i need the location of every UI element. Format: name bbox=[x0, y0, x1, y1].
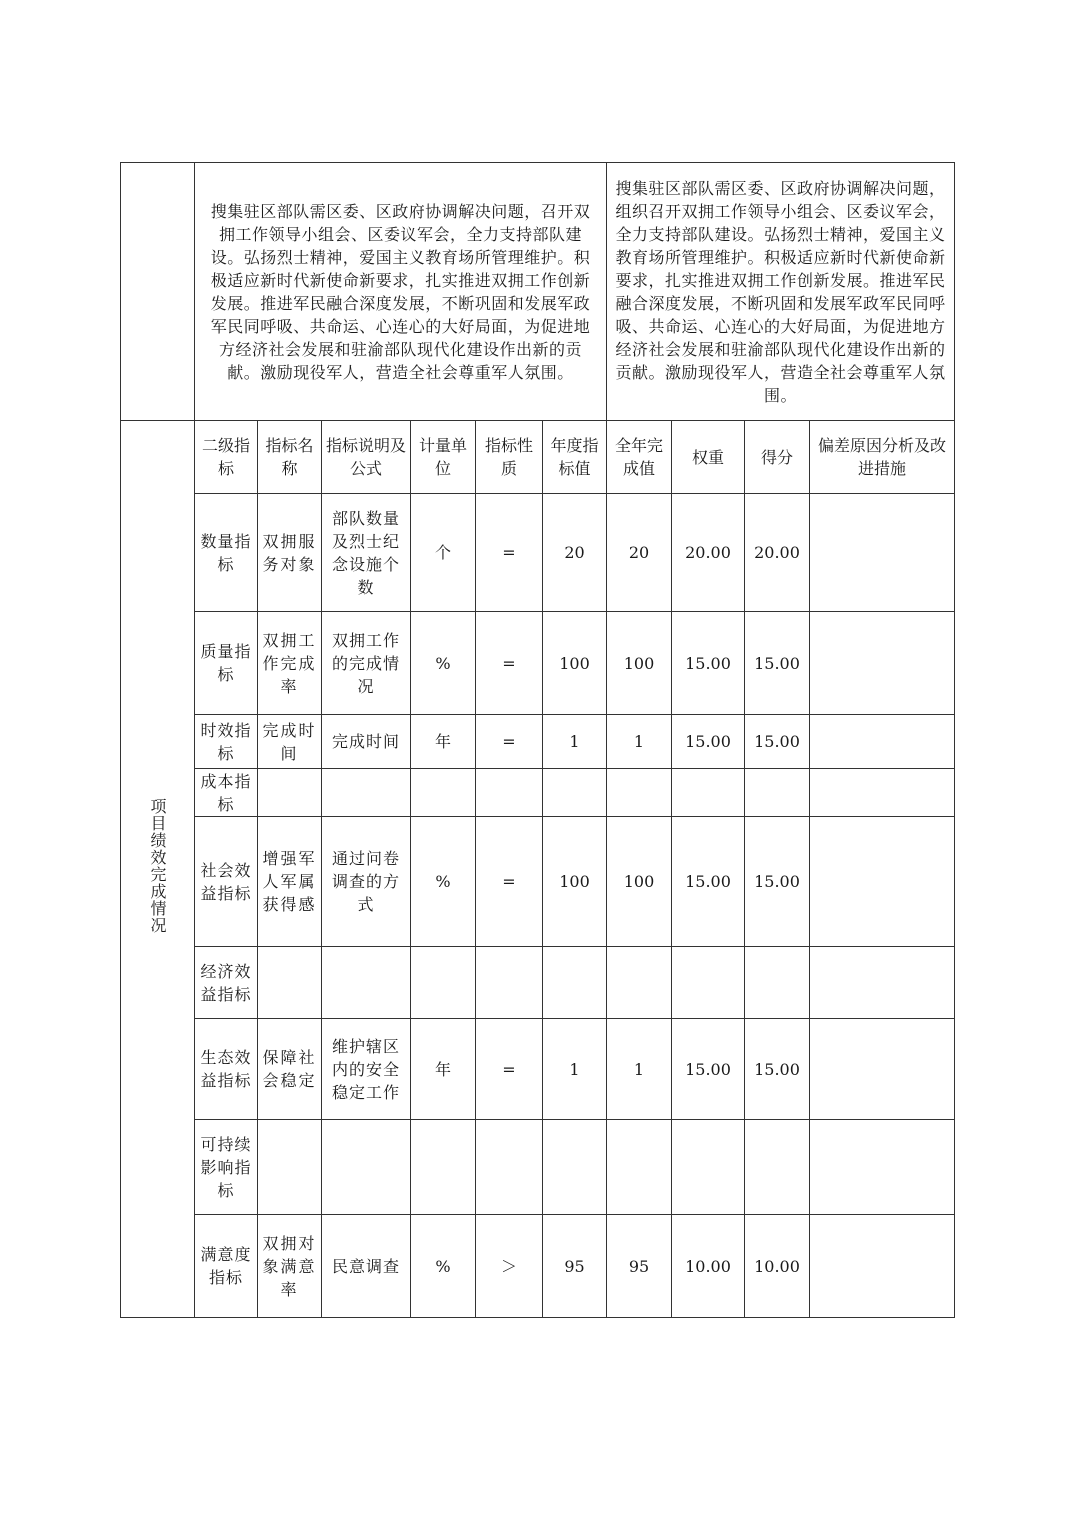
analysis-cell bbox=[810, 715, 955, 769]
analysis-cell bbox=[810, 769, 955, 817]
header-level2: 二级指标 bbox=[195, 421, 258, 494]
table-row bbox=[121, 817, 955, 947]
nature-cell bbox=[476, 947, 543, 1019]
formula-cell bbox=[322, 1120, 411, 1215]
blank-cell bbox=[121, 163, 195, 421]
performance-table bbox=[120, 162, 955, 1318]
header-target: 年度指标值 bbox=[543, 421, 607, 494]
name-cell: 完成时间 bbox=[258, 715, 322, 769]
unit-cell: 年 bbox=[411, 1019, 476, 1120]
score-cell: 15.00 bbox=[745, 817, 810, 947]
actual-cell bbox=[607, 769, 672, 817]
score-cell: 20.00 bbox=[745, 494, 810, 612]
score-cell bbox=[745, 769, 810, 817]
name-cell bbox=[258, 769, 322, 817]
name-cell: 双拥对象满意率 bbox=[258, 1215, 322, 1318]
header-name: 指标名称 bbox=[258, 421, 322, 494]
level2-cell: 生态效益指标 bbox=[195, 1019, 258, 1120]
level2-cell: 满意度指标 bbox=[195, 1215, 258, 1318]
header-analysis: 偏差原因分析及改进措施 bbox=[810, 421, 955, 494]
level2-cell: 时效指标 bbox=[195, 715, 258, 769]
actual-cell bbox=[607, 1120, 672, 1215]
analysis-cell bbox=[810, 494, 955, 612]
table-row bbox=[121, 769, 955, 817]
formula-cell: 部队数量及烈士纪念设施个数 bbox=[322, 494, 411, 612]
score-cell: 15.00 bbox=[745, 715, 810, 769]
unit-cell: % bbox=[411, 817, 476, 947]
weight-cell bbox=[672, 769, 745, 817]
nature-cell: ＞ bbox=[476, 1215, 543, 1318]
formula-cell: 完成时间 bbox=[322, 715, 411, 769]
analysis-cell bbox=[810, 817, 955, 947]
name-cell: 双拥工作完成率 bbox=[258, 612, 322, 715]
unit-cell: % bbox=[411, 1215, 476, 1318]
weight-cell: 20.00 bbox=[672, 494, 745, 612]
formula-cell bbox=[322, 769, 411, 817]
table-row bbox=[121, 1019, 955, 1120]
weight-cell: 10.00 bbox=[672, 1215, 745, 1318]
weight-cell: 15.00 bbox=[672, 817, 745, 947]
actual-cell: 20 bbox=[607, 494, 672, 612]
table-row bbox=[121, 1215, 955, 1318]
formula-cell: 维护辖区内的安全稳定工作 bbox=[322, 1019, 411, 1120]
analysis-cell bbox=[810, 1120, 955, 1215]
weight-cell bbox=[672, 1120, 745, 1215]
score-cell: 10.00 bbox=[745, 1215, 810, 1318]
name-cell: 保障社会稳定 bbox=[258, 1019, 322, 1120]
target-cell: 95 bbox=[543, 1215, 607, 1318]
target-cell: 1 bbox=[543, 1019, 607, 1120]
actual-cell bbox=[607, 947, 672, 1019]
actual-cell: 95 bbox=[607, 1215, 672, 1318]
actual-cell: 1 bbox=[607, 1019, 672, 1120]
level2-cell: 数量指标 bbox=[195, 494, 258, 612]
table-row bbox=[121, 715, 955, 769]
description-right: 搜集驻区部队需区委、区政府协调解决问题，组织召开双拥工作领导小组会、区委议军会，全力支持部队建设。弘扬烈士精神，爱国主义教育场所管理维护。积极适应新时代新使命新要求，扎实推进双拥工作创新发展。推进军民融合深度发展，不断巩固和发展军政军民同呼吸、共命运、心连心的大好局面，为促进地方经济社会发展和驻渝部队现代化建设作出新的贡献。激励现役军人，营造全社会尊重军人氛围。 bbox=[607, 163, 955, 421]
level2-cell: 可持续影响指标 bbox=[195, 1120, 258, 1215]
name-cell bbox=[258, 1120, 322, 1215]
weight-cell: 15.00 bbox=[672, 715, 745, 769]
analysis-cell bbox=[810, 947, 955, 1019]
actual-cell: 100 bbox=[607, 612, 672, 715]
nature-cell: = bbox=[476, 715, 543, 769]
target-cell: 100 bbox=[543, 612, 607, 715]
table-row bbox=[121, 947, 955, 1019]
name-cell: 双拥服务对象 bbox=[258, 494, 322, 612]
section-label: 项目绩效完成情况 bbox=[148, 798, 167, 934]
weight-cell: 15.00 bbox=[672, 612, 745, 715]
table-row bbox=[121, 1120, 955, 1215]
nature-cell bbox=[476, 1120, 543, 1215]
description-row bbox=[121, 163, 955, 421]
header-unit: 计量单位 bbox=[411, 421, 476, 494]
nature-cell: = bbox=[476, 612, 543, 715]
unit-cell: 年 bbox=[411, 715, 476, 769]
section-label-cell bbox=[121, 421, 195, 1318]
score-cell: 15.00 bbox=[745, 612, 810, 715]
formula-cell: 民意调查 bbox=[322, 1215, 411, 1318]
header-row bbox=[121, 421, 955, 494]
target-cell bbox=[543, 769, 607, 817]
header-score: 得分 bbox=[745, 421, 810, 494]
header-weight: 权重 bbox=[672, 421, 745, 494]
unit-cell bbox=[411, 947, 476, 1019]
level2-cell: 经济效益指标 bbox=[195, 947, 258, 1019]
level2-cell: 成本指标 bbox=[195, 769, 258, 817]
analysis-cell bbox=[810, 1019, 955, 1120]
unit-cell: 个 bbox=[411, 494, 476, 612]
formula-cell bbox=[322, 947, 411, 1019]
actual-cell: 1 bbox=[607, 715, 672, 769]
analysis-cell bbox=[810, 1215, 955, 1318]
table-row bbox=[121, 494, 955, 612]
target-cell bbox=[543, 1120, 607, 1215]
target-cell: 1 bbox=[543, 715, 607, 769]
level2-cell: 社会效益指标 bbox=[195, 817, 258, 947]
description-left: 搜集驻区部队需区委、区政府协调解决问题，召开双拥工作领导小组会、区委议军会，全力支持部队建设。弘扬烈士精神，爱国主义教育场所管理维护。积极适应新时代新使命新要求，扎实推进双拥工作创新发展。推进军民融合深度发展，不断巩固和发展军政军民同呼吸、共命运、心连心的大好局面，为促进地方经济社会发展和驻渝部队现代化建设作出新的贡献。激励现役军人，营造全社会尊重军人氛围。 bbox=[195, 163, 607, 421]
header-actual: 全年完成值 bbox=[607, 421, 672, 494]
analysis-cell bbox=[810, 612, 955, 715]
header-nature: 指标性质 bbox=[476, 421, 543, 494]
target-cell: 20 bbox=[543, 494, 607, 612]
score-cell bbox=[745, 947, 810, 1019]
nature-cell bbox=[476, 769, 543, 817]
score-cell bbox=[745, 1120, 810, 1215]
unit-cell bbox=[411, 769, 476, 817]
formula-cell: 通过问卷调查的方式 bbox=[322, 817, 411, 947]
actual-cell: 100 bbox=[607, 817, 672, 947]
nature-cell: = bbox=[476, 1019, 543, 1120]
nature-cell: = bbox=[476, 817, 543, 947]
target-cell bbox=[543, 947, 607, 1019]
nature-cell: = bbox=[476, 494, 543, 612]
weight-cell: 15.00 bbox=[672, 1019, 745, 1120]
weight-cell bbox=[672, 947, 745, 1019]
score-cell: 15.00 bbox=[745, 1019, 810, 1120]
header-formula: 指标说明及公式 bbox=[322, 421, 411, 494]
target-cell: 100 bbox=[543, 817, 607, 947]
name-cell: 增强军人军属获得感 bbox=[258, 817, 322, 947]
unit-cell: % bbox=[411, 612, 476, 715]
level2-cell: 质量指标 bbox=[195, 612, 258, 715]
name-cell bbox=[258, 947, 322, 1019]
table-row bbox=[121, 612, 955, 715]
formula-cell: 双拥工作的完成情况 bbox=[322, 612, 411, 715]
unit-cell bbox=[411, 1120, 476, 1215]
